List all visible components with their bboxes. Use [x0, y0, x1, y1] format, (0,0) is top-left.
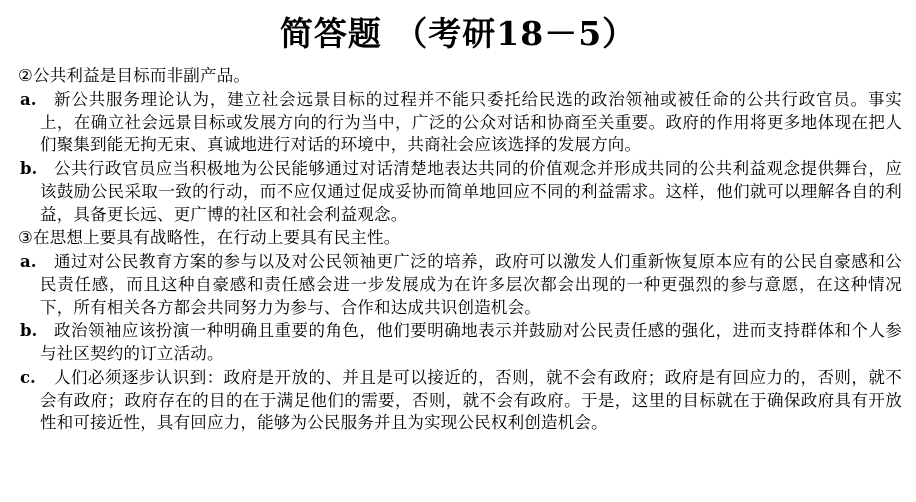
document-page — [0, 8, 916, 502]
list-marker: c. — [20, 367, 36, 387]
list-marker: a. — [20, 89, 37, 109]
list-item-text: 人们必须逐步认识到：政府是开放的、并且是可以接近的，否则，就不会有政府；政府是有回应力的，否则，就不会有政府；政府存在的目的在于满足他们的需要，否则，就不会有政府。于是，这里的目标就在于确保政府具有开放性和可接近性，具有回应力，能够为公民服务并且为实现公民权利创造机会。 — [40, 367, 902, 433]
paragraph-numbered-2: ②公共利益是目标而非副产品。 — [18, 66, 251, 85]
list-item-b1 — [18, 158, 902, 226]
list-item-text: 通过对公民教育方案的参与以及对公民领袖更广泛的培养，政府可以激发人们重新恢复原本应有的公民自豪感和公民责任感，而且这种自豪感和责任感会进一步发展成为在许多层次都会出现的一种更强烈的参与意愿，在这种情况下，所有相关各方都会共同努力为参与、合作和达成共识创造机会。 — [40, 252, 902, 317]
document-body — [0, 65, 916, 435]
list-item-c2 — [18, 367, 902, 435]
list-marker: a. — [20, 252, 37, 272]
list-marker: b. — [20, 159, 38, 179]
list-item-a1 — [18, 89, 902, 157]
list-item-text: 公共行政官员应当积极地为公民能够通过对话清楚地表达共同的价值观念并形成共同的公共利益观念提供舞台，应该鼓励公民采取一致的行动，而不应仅通过促成妥协而简单地回应不同的利益需求。这样，他们就可以理解各自的利益，具备更长远、更广博的社区和社会利益观念。 — [40, 159, 902, 224]
page-title: 简答题 （考研18－5） — [279, 14, 637, 53]
list-item-text: 政治领袖应该扮演一种明确且重要的角色，他们要明确地表示并鼓励对公民责任感的强化，进而支持群体和个人参与社区契约的订立活动。 — [40, 321, 902, 364]
list-item-text: 新公共服务理论认为，建立社会远景目标的过程并不能只委托给民选的政治领袖或被任命的公共行政官员。事实上，在确立社会远景目标或发展方向的行为当中，广泛的公众对话和协商至关重要。政府的作用将更多地体现在把人们聚集到能无拘无束、真诚地进行对话的环境中，共商社会应该选择的发展方向。 — [40, 89, 902, 155]
paragraph-numbered-3: ③在思想上要具有战略性，在行动上要具有民主性。 — [18, 228, 401, 248]
list-item-b2 — [18, 320, 902, 366]
list-item-a2 — [18, 251, 902, 319]
list-marker: b. — [20, 321, 38, 341]
